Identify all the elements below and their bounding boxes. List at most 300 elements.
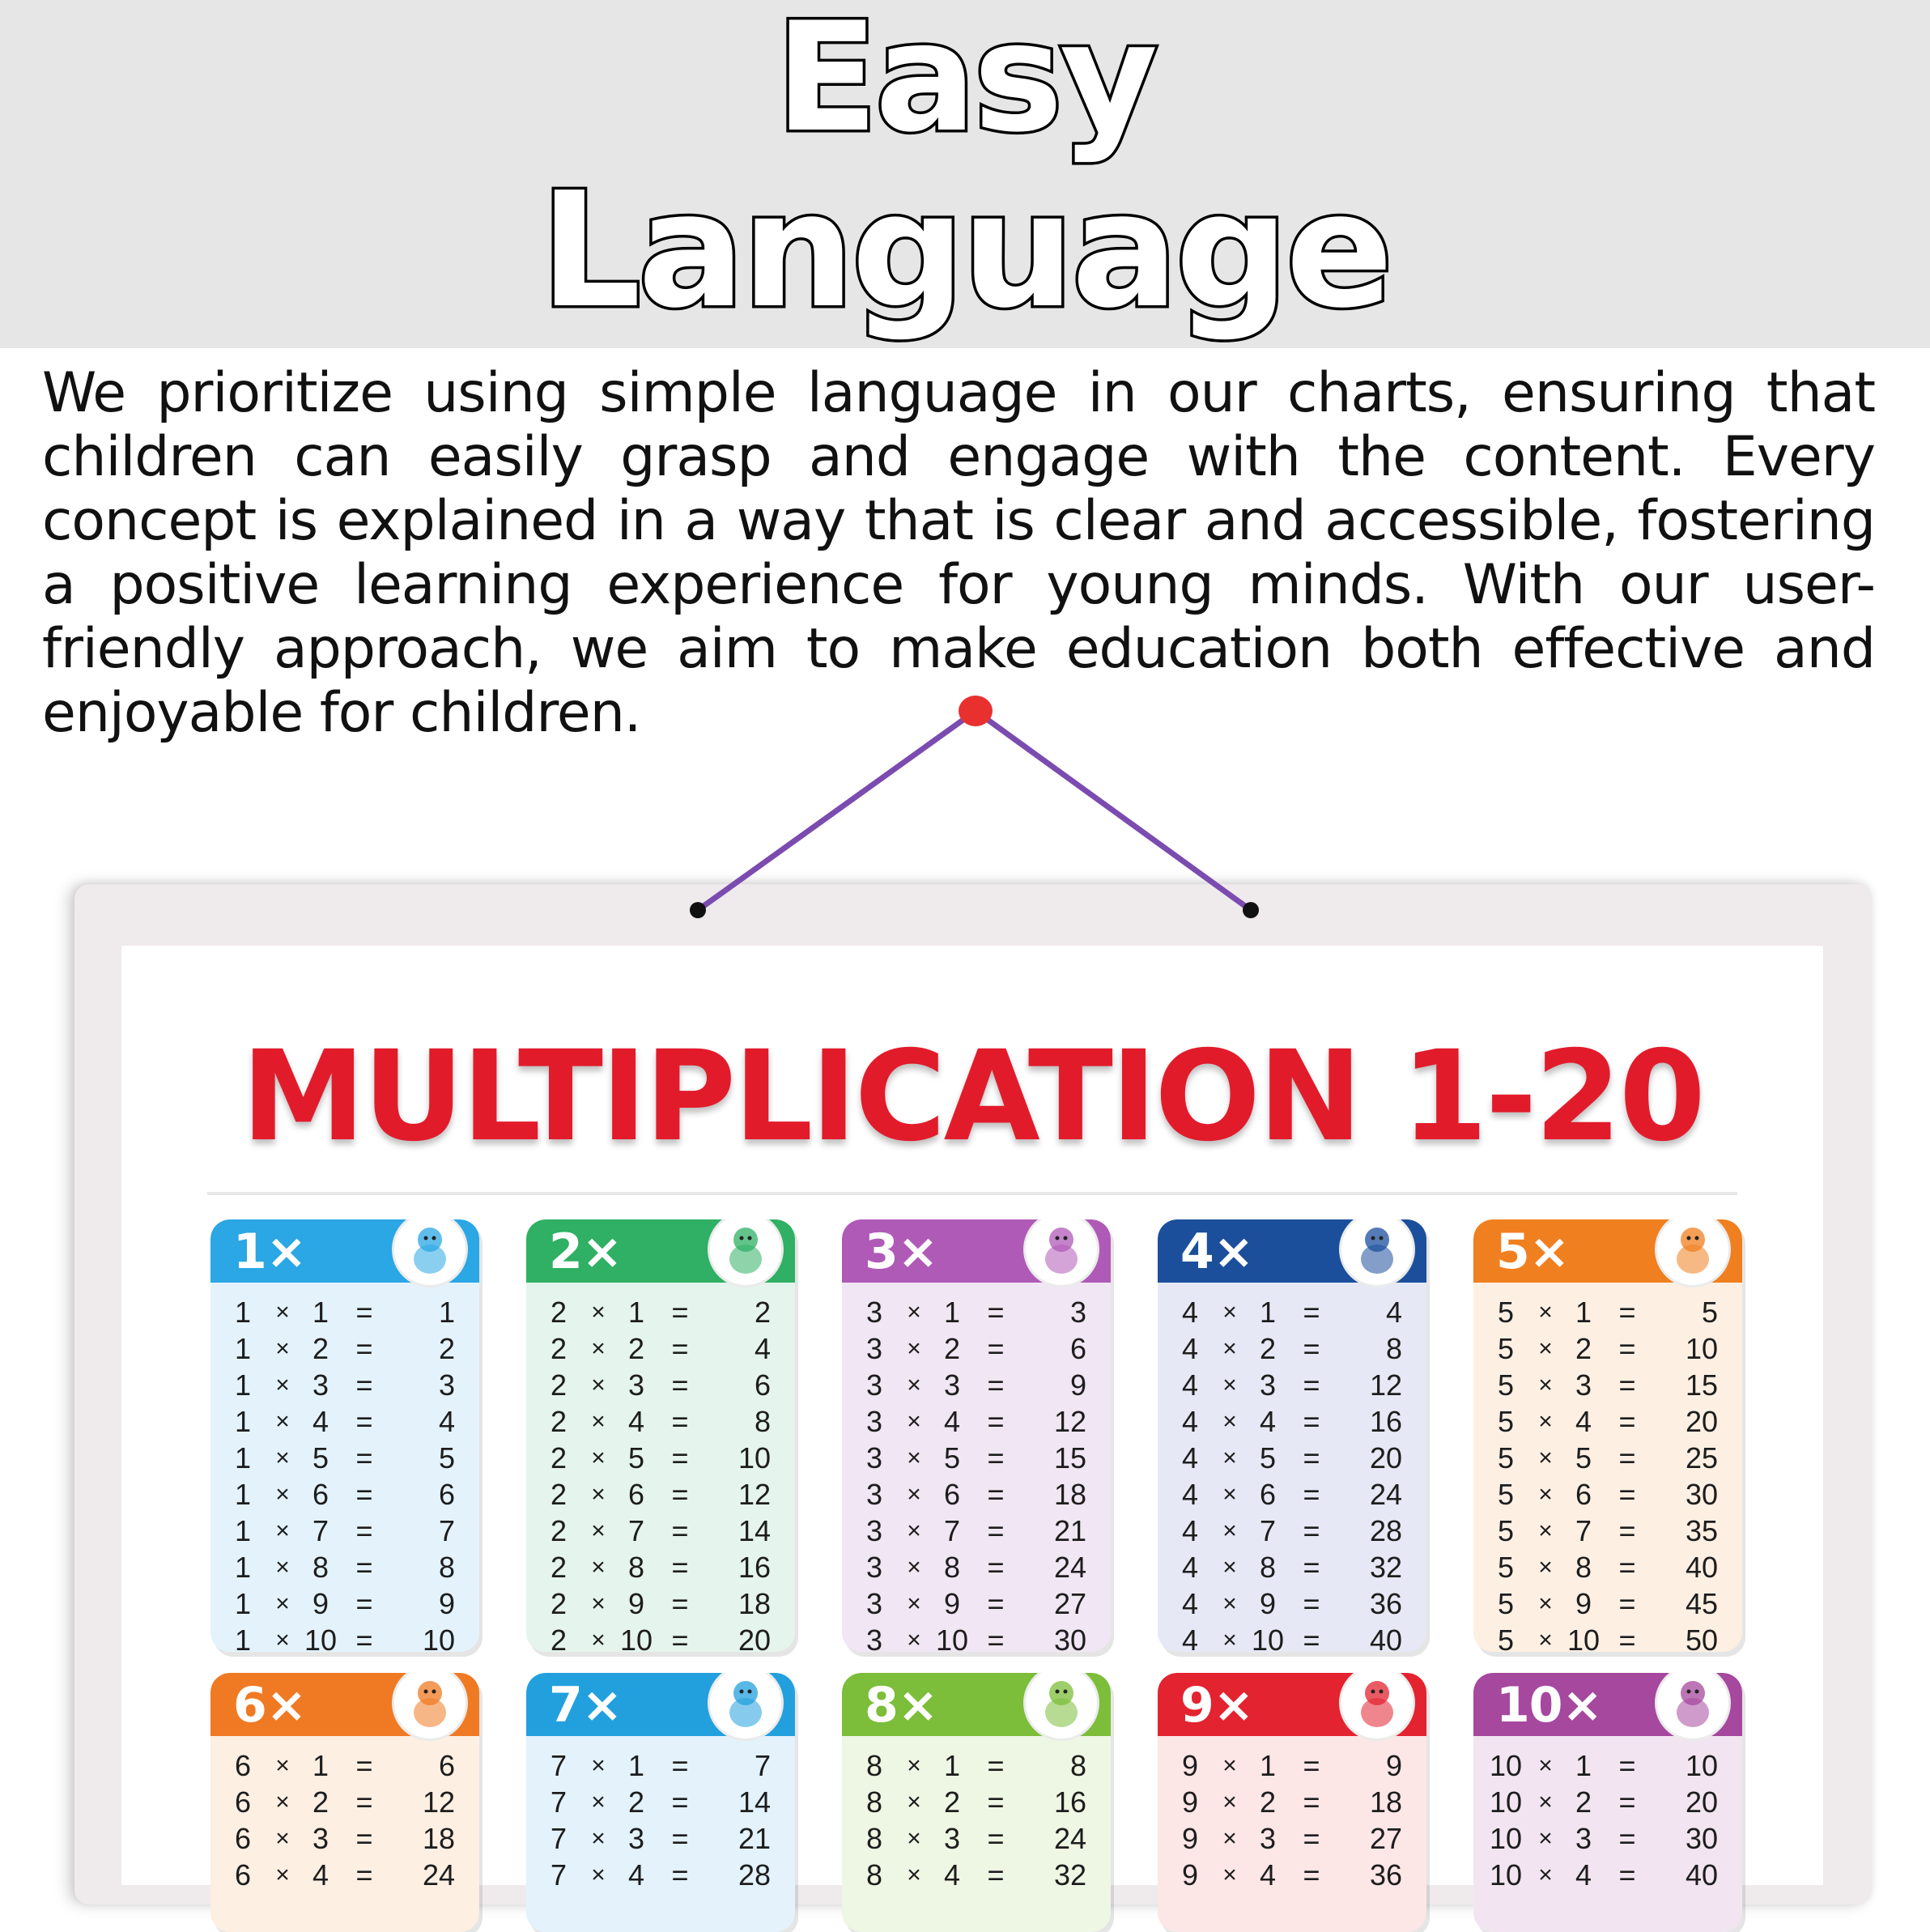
product: 7	[438, 1514, 455, 1547]
times-sign: ×	[1222, 1335, 1237, 1362]
multiplier: 2	[1259, 1332, 1277, 1365]
equals-sign: =	[671, 1858, 689, 1892]
equation-row	[1473, 1747, 1742, 1784]
card-header	[210, 1219, 479, 1283]
multiplier: 1	[312, 1296, 329, 1329]
product: 3	[438, 1368, 455, 1402]
card-header	[1158, 1673, 1426, 1736]
multiplier: 2	[1259, 1785, 1277, 1819]
multiplicand: 7	[550, 1822, 568, 1855]
equals-sign: =	[1618, 1785, 1636, 1819]
times-sign: ×	[275, 1445, 290, 1471]
multiplier: 4	[1575, 1405, 1592, 1438]
equation-row	[1473, 1857, 1742, 1893]
product: 10	[738, 1441, 771, 1475]
times-sign: ×	[275, 1627, 290, 1652]
equals-sign: =	[1618, 1587, 1636, 1620]
multiplicand: 3	[865, 1441, 883, 1475]
product: 4	[1385, 1296, 1402, 1329]
multiplier: 8	[312, 1551, 329, 1584]
equation-row	[1473, 1440, 1742, 1476]
multiplicand: 7	[550, 1749, 568, 1782]
string-anchor-left	[690, 902, 706, 918]
hanger-pin	[959, 696, 993, 726]
times-sign: ×	[1538, 1825, 1553, 1852]
equals-sign: =	[1303, 1478, 1320, 1511]
multiplier: 4	[943, 1858, 961, 1892]
multiplicand: 5	[1497, 1514, 1515, 1547]
equals-sign: =	[355, 1551, 373, 1584]
multiplicand: 1	[234, 1514, 252, 1547]
product: 8	[1069, 1749, 1086, 1782]
equation-row	[526, 1403, 795, 1440]
multiplicand: 3	[865, 1405, 883, 1438]
equals-sign: =	[355, 1405, 373, 1438]
times-sign: ×	[1222, 1408, 1237, 1435]
product: 14	[738, 1514, 771, 1547]
equals-sign: =	[671, 1785, 689, 1819]
multiplier: 6	[312, 1478, 329, 1511]
multiplier: 3	[1259, 1822, 1277, 1855]
equation-row	[210, 1367, 479, 1403]
intro-paragraph: We prioritize using simple language in our charts, ensuring that children can easily grasp and engage with the content. Every concept is explained in a way that is clear and accessible, fostering a positive learning experience for young minds. With our user-friendly approach, we aim to make education both effective and enjoyable for children.	[42, 361, 1875, 745]
multiplier: 2	[312, 1785, 329, 1819]
times-table-card	[1158, 1219, 1426, 1652]
equation-row	[1158, 1585, 1426, 1622]
times-sign: ×	[275, 1554, 290, 1581]
multiplicand: 8	[865, 1785, 883, 1819]
multiplier: 4	[627, 1858, 645, 1892]
product: 15	[1685, 1368, 1718, 1402]
equals-sign: =	[987, 1478, 1005, 1511]
card-header	[1473, 1673, 1742, 1736]
product: 12	[422, 1785, 455, 1819]
equals-sign: =	[671, 1587, 689, 1620]
product: 12	[1053, 1405, 1086, 1438]
product: 10	[1685, 1332, 1718, 1365]
times-sign: ×	[591, 1372, 606, 1398]
equation-row	[1473, 1585, 1742, 1622]
multiplicand: 3	[865, 1623, 883, 1652]
card-header	[210, 1673, 479, 1736]
product: 6	[754, 1368, 771, 1402]
card-rows	[1158, 1283, 1426, 1652]
times-sign: ×	[907, 1372, 921, 1398]
multiplier: 1	[312, 1749, 329, 1782]
equals-sign: =	[1303, 1296, 1320, 1329]
card-title: 3×	[865, 1223, 938, 1280]
product: 9	[1069, 1368, 1086, 1402]
card-title: 10×	[1496, 1677, 1602, 1734]
times-sign: ×	[1222, 1825, 1237, 1852]
multiplicand: 6	[234, 1785, 252, 1819]
equation-row	[526, 1820, 795, 1857]
equals-sign: =	[987, 1822, 1005, 1855]
product: 36	[1369, 1587, 1402, 1620]
times-sign: ×	[591, 1590, 606, 1617]
product: 50	[1685, 1623, 1718, 1652]
equals-sign: =	[355, 1587, 373, 1620]
times-sign: ×	[907, 1825, 921, 1852]
equation-row	[1158, 1857, 1426, 1893]
multiplier: 3	[1575, 1822, 1592, 1855]
equals-sign: =	[671, 1441, 689, 1475]
equation-row	[842, 1294, 1111, 1330]
times-sign: ×	[275, 1825, 290, 1852]
product: 5	[438, 1441, 455, 1475]
multiplier: 4	[312, 1858, 329, 1892]
multiplier: 5	[1575, 1441, 1592, 1475]
zebra-icon	[1339, 1673, 1415, 1741]
multiplicand: 3	[865, 1296, 883, 1329]
times-sign: ×	[907, 1481, 921, 1508]
equation-row	[526, 1294, 795, 1330]
multiplier: 3	[1575, 1368, 1592, 1402]
card-rows	[1158, 1736, 1426, 1898]
equals-sign: =	[1303, 1749, 1320, 1782]
equation-row	[526, 1476, 795, 1513]
equation-row	[1473, 1820, 1742, 1857]
multiplicand: 10	[1489, 1858, 1523, 1892]
multiplier: 7	[943, 1514, 961, 1547]
product: 8	[438, 1551, 455, 1584]
hedgehog-icon	[392, 1673, 468, 1741]
product: 21	[738, 1822, 771, 1855]
equation-row	[526, 1330, 795, 1367]
multiplier: 9	[943, 1587, 961, 1620]
equation-row	[210, 1330, 479, 1367]
multiplicand: 2	[550, 1514, 568, 1547]
product: 14	[738, 1785, 771, 1819]
times-sign: ×	[907, 1554, 921, 1581]
multiplicand: 5	[1497, 1478, 1515, 1511]
equation-row	[842, 1440, 1111, 1476]
product: 6	[1069, 1332, 1086, 1365]
times-sign: ×	[275, 1372, 290, 1398]
card-rows	[210, 1283, 479, 1652]
equals-sign: =	[1618, 1441, 1636, 1475]
times-table-card	[526, 1219, 795, 1652]
multiplier: 10	[304, 1623, 338, 1652]
equals-sign: =	[355, 1822, 373, 1855]
multiplier: 1	[1259, 1296, 1277, 1329]
multiplicand: 9	[1181, 1749, 1199, 1782]
times-sign: ×	[907, 1752, 921, 1779]
multiplier: 6	[943, 1478, 961, 1511]
equals-sign: =	[1303, 1368, 1320, 1402]
equation-row	[1158, 1403, 1426, 1440]
multiplier: 9	[1259, 1587, 1277, 1620]
equals-sign: =	[987, 1749, 1005, 1782]
product: 8	[1385, 1332, 1402, 1365]
multiplier: 9	[627, 1587, 645, 1620]
multiplier: 7	[1259, 1514, 1277, 1547]
equation-row	[842, 1549, 1111, 1585]
equation-row	[1158, 1549, 1426, 1585]
product: 32	[1369, 1551, 1402, 1584]
times-sign: ×	[591, 1335, 606, 1362]
product: 21	[1053, 1514, 1086, 1547]
multiplicand: 5	[1497, 1441, 1515, 1475]
equation-row	[210, 1403, 479, 1440]
product: 9	[438, 1587, 455, 1620]
times-sign: ×	[591, 1299, 606, 1326]
equation-row	[1158, 1513, 1426, 1549]
equation-row	[526, 1367, 795, 1403]
multiplicand: 5	[1497, 1551, 1515, 1584]
equals-sign: =	[355, 1332, 373, 1365]
equation-row	[526, 1857, 795, 1893]
multiplicand: 6	[234, 1822, 252, 1855]
multiplier: 4	[943, 1405, 961, 1438]
lion-icon	[1023, 1673, 1099, 1741]
equals-sign: =	[355, 1749, 373, 1782]
multiplier: 1	[943, 1296, 961, 1329]
product: 30	[1685, 1478, 1718, 1511]
equation-row	[842, 1622, 1111, 1652]
equals-sign: =	[355, 1858, 373, 1892]
multiplier: 1	[1575, 1749, 1592, 1782]
multiplicand: 5	[1497, 1296, 1515, 1329]
product: 12	[738, 1478, 771, 1511]
equation-row	[1158, 1294, 1426, 1330]
equation-row	[1158, 1476, 1426, 1513]
equation-row	[210, 1820, 479, 1857]
card-title: 2×	[549, 1223, 623, 1280]
times-sign: ×	[1538, 1590, 1553, 1617]
multiplier: 5	[943, 1441, 961, 1475]
product: 28	[1369, 1514, 1402, 1547]
product: 18	[738, 1587, 771, 1620]
multiplicand: 5	[1497, 1623, 1515, 1652]
equation-row	[1158, 1747, 1426, 1784]
multiplier: 8	[943, 1551, 961, 1584]
equation-row	[842, 1476, 1111, 1513]
multiplicand: 3	[865, 1587, 883, 1620]
equals-sign: =	[1618, 1332, 1636, 1365]
times-sign: ×	[1222, 1752, 1237, 1779]
times-sign: ×	[591, 1481, 606, 1508]
multiplicand: 8	[865, 1822, 883, 1855]
product: 24	[1053, 1822, 1086, 1855]
multiplicand: 1	[234, 1478, 252, 1511]
card-title: 1×	[233, 1223, 307, 1280]
kitten-icon	[1339, 1219, 1415, 1287]
equation-row	[210, 1622, 479, 1652]
multiplier: 3	[312, 1822, 329, 1855]
card-header	[1158, 1219, 1426, 1283]
equation-row	[1473, 1367, 1742, 1403]
equals-sign: =	[1303, 1441, 1320, 1475]
product: 9	[1385, 1749, 1402, 1782]
multiplier: 4	[1259, 1858, 1277, 1892]
multiplicand: 2	[550, 1587, 568, 1620]
equation-row	[210, 1294, 479, 1330]
multiplier: 2	[943, 1332, 961, 1365]
times-sign: ×	[1538, 1481, 1553, 1508]
equation-row	[526, 1585, 795, 1622]
times-table-card	[210, 1673, 479, 1932]
equals-sign: =	[987, 1858, 1005, 1892]
times-table-card	[842, 1673, 1111, 1932]
times-sign: ×	[1222, 1554, 1237, 1581]
card-rows	[842, 1283, 1111, 1652]
multiplicand: 2	[550, 1551, 568, 1584]
product: 40	[1685, 1551, 1718, 1584]
hanger-string	[0, 0, 1930, 939]
card-header	[1473, 1219, 1742, 1283]
multiplicand: 2	[550, 1296, 568, 1329]
times-sign: ×	[907, 1517, 921, 1544]
multiplier: 3	[943, 1822, 961, 1855]
multiplicand: 2	[550, 1441, 568, 1475]
card-title: 4×	[1180, 1223, 1254, 1280]
times-sign: ×	[1222, 1372, 1237, 1398]
product: 10	[422, 1623, 455, 1652]
dolphin-icon	[708, 1219, 784, 1287]
equals-sign: =	[1303, 1551, 1320, 1584]
equation-row	[210, 1784, 479, 1820]
times-sign: ×	[907, 1627, 921, 1652]
times-sign: ×	[591, 1627, 606, 1652]
equals-sign: =	[355, 1785, 373, 1819]
card-rows	[1473, 1736, 1742, 1898]
multiplicand: 1	[234, 1296, 252, 1329]
multiplicand: 9	[1181, 1858, 1199, 1892]
multiplier: 10	[935, 1623, 969, 1652]
times-sign: ×	[591, 1445, 606, 1471]
equals-sign: =	[1303, 1514, 1320, 1547]
poster-title: MULTIPLICATION 1-20	[241, 1024, 1703, 1169]
multiplier: 2	[627, 1785, 645, 1819]
equation-row	[526, 1784, 795, 1820]
times-table-card	[526, 1673, 795, 1932]
card-title: 9×	[1180, 1677, 1254, 1734]
multiplier: 4	[312, 1405, 329, 1438]
equation-row	[210, 1585, 479, 1622]
product: 3	[1069, 1296, 1086, 1329]
equals-sign: =	[1303, 1822, 1320, 1855]
equals-sign: =	[1303, 1332, 1320, 1365]
multiplicand: 3	[865, 1368, 883, 1402]
card-header	[526, 1219, 795, 1283]
multiplier: 6	[1575, 1478, 1592, 1511]
times-sign: ×	[1222, 1590, 1237, 1617]
multiplier: 1	[1575, 1296, 1592, 1329]
product: 20	[1685, 1405, 1718, 1438]
multiplicand: 1	[234, 1551, 252, 1584]
times-table-card	[1473, 1673, 1742, 1932]
product: 20	[738, 1623, 771, 1652]
multiplicand: 1	[234, 1368, 252, 1402]
multiplicand: 3	[865, 1478, 883, 1511]
multiplier: 6	[1259, 1478, 1277, 1511]
equals-sign: =	[355, 1368, 373, 1402]
multiplicand: 9	[1181, 1785, 1199, 1819]
times-sign: ×	[1222, 1789, 1237, 1815]
headline-line-1: Easy	[775, 0, 1155, 165]
times-sign: ×	[275, 1408, 290, 1435]
multiplicand: 3	[865, 1514, 883, 1547]
equation-row	[1158, 1367, 1426, 1403]
multiplier: 10	[1567, 1623, 1601, 1652]
multiplier: 4	[1575, 1858, 1592, 1892]
multiplicand: 3	[865, 1551, 883, 1584]
multiplicand: 4	[1181, 1514, 1199, 1547]
equals-sign: =	[1618, 1623, 1636, 1652]
multiplier: 1	[943, 1749, 961, 1782]
times-sign: ×	[1538, 1299, 1553, 1326]
multiplicand: 4	[1181, 1551, 1199, 1584]
equals-sign: =	[1303, 1587, 1320, 1620]
multiplicand: 2	[550, 1368, 568, 1402]
product: 45	[1685, 1587, 1718, 1620]
times-sign: ×	[1222, 1517, 1237, 1544]
product: 16	[738, 1551, 771, 1584]
card-title: 6×	[233, 1677, 307, 1734]
multiplicand: 1	[234, 1587, 252, 1620]
equals-sign: =	[671, 1405, 689, 1438]
product: 35	[1685, 1514, 1718, 1547]
equals-sign: =	[1303, 1785, 1320, 1819]
times-sign: ×	[275, 1789, 290, 1815]
equals-sign: =	[355, 1623, 373, 1652]
equals-sign: =	[671, 1551, 689, 1584]
multiplier: 3	[627, 1368, 645, 1402]
product: 5	[1701, 1296, 1718, 1329]
equation-row	[210, 1440, 479, 1476]
product: 2	[754, 1296, 771, 1329]
equals-sign: =	[987, 1587, 1005, 1620]
multiplier: 4	[1259, 1405, 1277, 1438]
times-sign: ×	[275, 1752, 290, 1779]
times-sign: ×	[275, 1862, 290, 1888]
times-table-card	[842, 1219, 1111, 1652]
multiplier: 8	[627, 1551, 645, 1584]
times-sign: ×	[275, 1517, 290, 1544]
multiplicand: 4	[1181, 1441, 1199, 1475]
equation-row	[210, 1513, 479, 1549]
multiplier: 5	[1259, 1441, 1277, 1475]
multiplicand: 4	[1181, 1332, 1199, 1365]
owl-icon	[1655, 1219, 1731, 1287]
equals-sign: =	[671, 1822, 689, 1855]
string-anchor-right	[1243, 902, 1259, 918]
times-sign: ×	[591, 1517, 606, 1544]
equation-row	[1473, 1622, 1742, 1652]
product: 1	[438, 1296, 455, 1329]
title-divider	[207, 1192, 1737, 1195]
equation-row	[1473, 1476, 1742, 1513]
product: 12	[1369, 1368, 1402, 1402]
product: 6	[438, 1478, 455, 1511]
times-sign: ×	[1538, 1408, 1553, 1435]
multiplicand: 5	[1497, 1405, 1515, 1438]
equation-row	[526, 1513, 795, 1549]
multiplicand: 10	[1489, 1822, 1523, 1855]
multiplier: 1	[1259, 1749, 1277, 1782]
equals-sign: =	[671, 1296, 689, 1329]
equation-row	[526, 1622, 795, 1652]
times-sign: ×	[1538, 1862, 1553, 1888]
times-sign: ×	[907, 1862, 921, 1888]
times-sign: ×	[1538, 1372, 1553, 1398]
equation-row	[1473, 1330, 1742, 1367]
product: 25	[1685, 1441, 1718, 1475]
times-sign: ×	[1538, 1627, 1553, 1652]
equals-sign: =	[987, 1441, 1005, 1475]
product: 7	[754, 1749, 771, 1782]
